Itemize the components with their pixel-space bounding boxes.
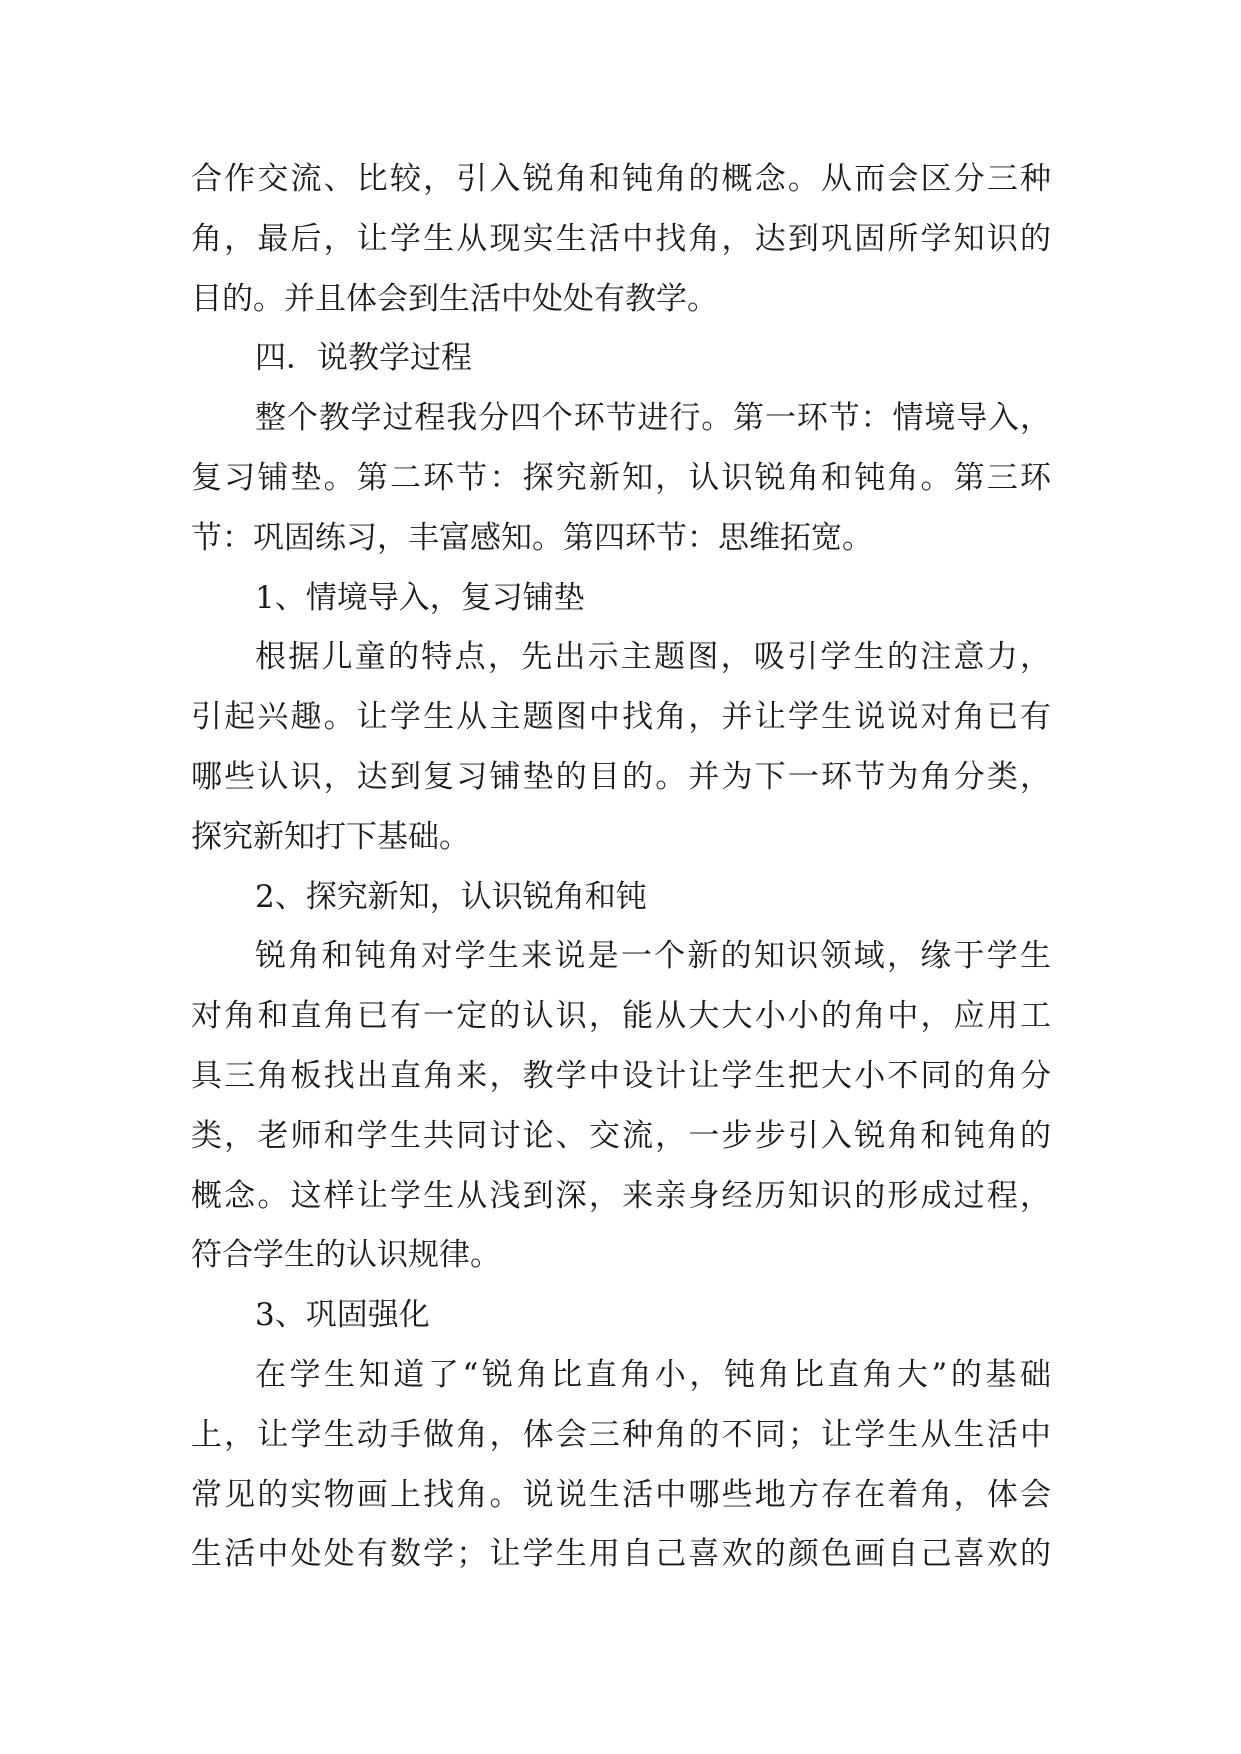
subsection-heading: 1、情境导入，复习铺垫 (255, 579, 585, 616)
text-line: 节：巩固练习，丰富感知。第四环节：思维拓宽。 (191, 519, 873, 556)
text-line: 引起兴趣。让学生从主题图中找角，并让学生说说对角已有 (191, 699, 1051, 736)
section-heading: 四．说教学过程 (255, 340, 472, 377)
text-line: 合作交流、比较，引入锐角和钝角的概念。从而会区分三种 (191, 161, 1051, 197)
subsection-heading: 3、巩固强化 (255, 1297, 430, 1334)
text-line: 概念。这样让学生从浅到深，来亲身经历知识的形成过程， (191, 1177, 1051, 1214)
text-line: 探究新知打下基础。 (191, 818, 470, 855)
text-line: 整个教学过程我分四个环节进行。第一环节：情境导入， (255, 400, 1051, 437)
text-line: 具三角板找出直角来，教学中设计让学生把大小不同的角分 (191, 1057, 1051, 1094)
text-line: 锐角和钝角对学生来说是一个新的知识领域，缘于学生 (255, 938, 1051, 975)
body-text (191, 150, 1051, 1585)
subsection-heading: 2、探究新知，认识锐角和钝 (255, 878, 647, 915)
text-line: 类，老师和学生共同讨论、交流，一步步引入锐角和钝角的 (191, 1117, 1051, 1154)
text-line: 复习铺垫。第二环节：探究新知，认识锐角和钝角。第三环 (191, 459, 1051, 496)
text-line: 常见的实物画上找角。说说生活中哪些地方存在着角，体会 (191, 1476, 1051, 1513)
text-line: 对角和直角已有一定的认识，能从大大小小的角中，应用工 (191, 998, 1051, 1035)
text-line: 目的。并且体会到生活中处处有教学。 (191, 280, 718, 317)
text-line: 生活中处处有数学；让学生用自己喜欢的颜色画自己喜欢的 (191, 1536, 1051, 1573)
text-line: 角，最后，让学生从现实生活中找角，达到巩固所学知识的 (191, 220, 1051, 257)
text-line: 符合学生的认识规律。 (191, 1237, 501, 1274)
text-line: 上，让学生动手做角，体会三种角的不同；让学生从生活中 (191, 1416, 1051, 1453)
text-line: 根据儿童的特点，先出示主题图，吸引学生的注意力， (255, 639, 1051, 676)
text-line: 哪些认识，达到复习铺垫的目的。并为下一环节为角分类， (191, 758, 1051, 795)
text-line: 在学生知道了“锐角比直角小，钝角比直角大”的基础 (255, 1356, 1051, 1393)
